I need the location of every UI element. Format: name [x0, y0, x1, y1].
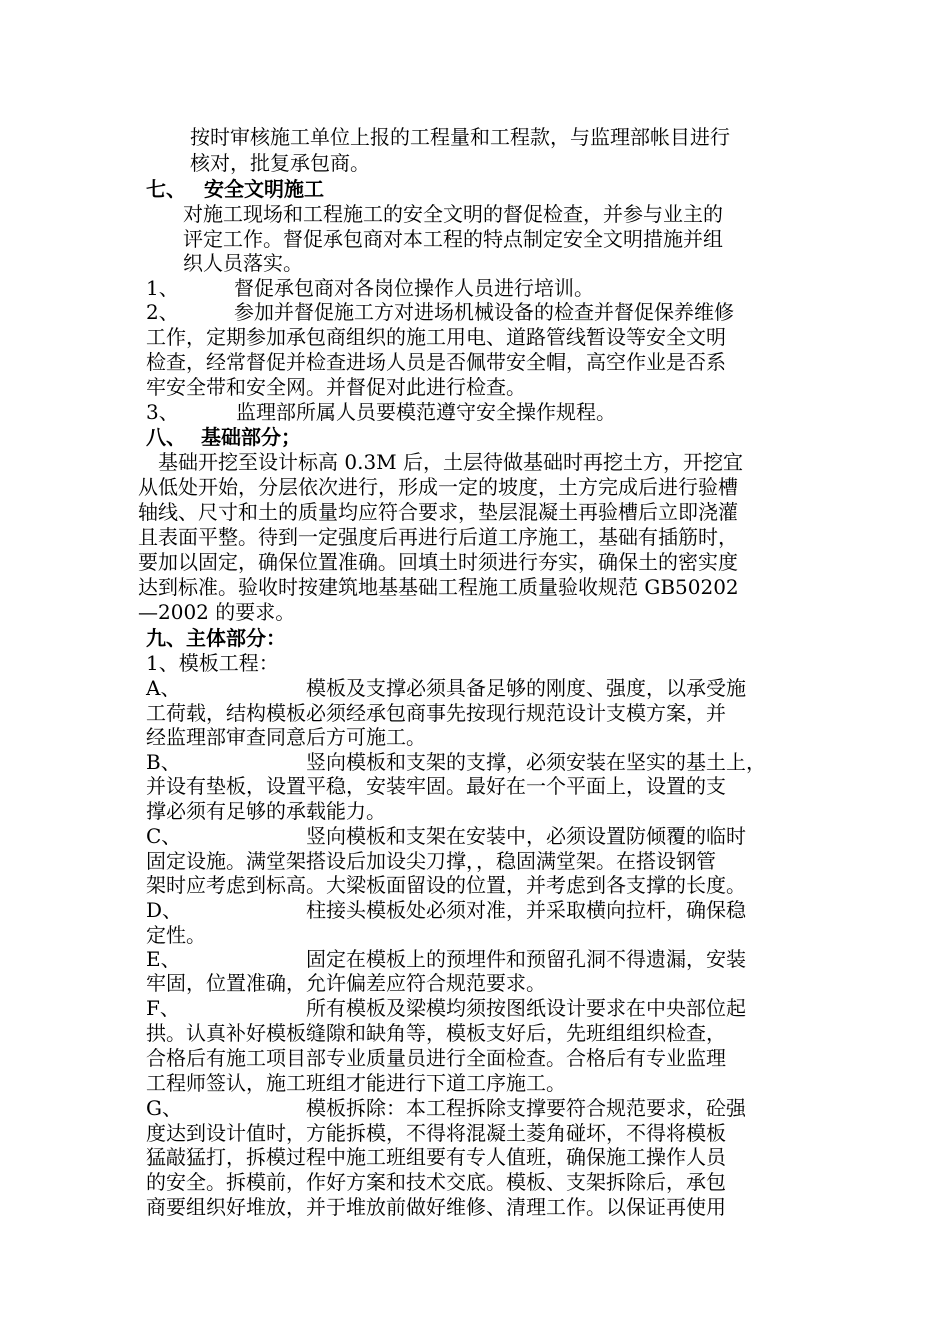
item-text: 柱接头模板处必须对准，并采取横向拉杆，确保稳: [306, 898, 746, 922]
section-9-heading: 九、主体部分：: [146, 626, 286, 650]
item-D: [146, 897, 746, 923]
item-G-line-4: 的安全。拆模前，作好方案和技术交底。模板、支架拆除后，承包: [146, 1170, 726, 1194]
item-marker: 3、: [146, 400, 179, 424]
item-G-line-3: 猛敲猛打，拆模过程中施工班组要有专人值班，确保施工操作人员: [146, 1145, 726, 1169]
intro-line-2: 核对，批复承包商。: [190, 151, 370, 175]
section-7-item-2-line-2: 工作，定期参加承包商组织的施工用电、道路管线暂设等安全文明: [146, 325, 726, 349]
section-7-number: 七、: [146, 177, 186, 201]
item-B-line-3: 撑必须有足够的承载能力。: [146, 799, 386, 823]
section-7-heading: [146, 176, 324, 202]
item-marker: D、: [146, 898, 183, 922]
item-G-line-5: 商要组织好堆放，并于堆放前做好维修、清理工作。以保证再使用: [146, 1195, 726, 1219]
section-7-para-line-3: 织人员落实。: [183, 251, 303, 275]
item-marker: 1、: [146, 276, 179, 300]
section-7-item-3: [146, 399, 616, 425]
section-8-title: 基础部分；: [201, 425, 301, 449]
section-8-heading: [146, 424, 301, 450]
intro-line-1: 按时审核施工单位上报的工程量和工程款，与监理部帐目进行: [190, 125, 730, 149]
section-8-line-7: —2002 的要求。: [138, 600, 296, 624]
item-A: [146, 675, 746, 701]
item-marker: G、: [146, 1096, 182, 1120]
section-7-para-line-1: 对施工现场和工程施工的安全文明的督促检查，并参与业主的: [183, 202, 723, 226]
item-F-line-4: 工程师签认，施工班组才能进行下道工序施工。: [146, 1071, 566, 1095]
item-text: 模板拆除：本工程拆除支撑要符合规范要求，砼强: [306, 1096, 746, 1120]
section-7-item-1: [146, 275, 594, 301]
section-8-line-3: 轴线、尺寸和土的质量均应符合要求，垫层混凝土再验槽后立即浇灌: [138, 500, 738, 524]
item-C-line-3: 架时应考虑到标高。大梁板面留设的位置，并考虑到各支撑的长度。: [146, 873, 746, 897]
section-8-line-6: 达到标准。验收时按建筑地基基础工程施工质量验收规范 GB50202: [138, 575, 739, 599]
item-marker: F、: [146, 996, 180, 1020]
item-marker: E、: [146, 947, 181, 971]
section-8-line-5: 要加以固定，确保位置准确。回填土时须进行夯实，确保土的密实度: [138, 550, 738, 574]
item-marker: B、: [146, 750, 181, 774]
subsection-formwork: 1、模板工程：: [146, 651, 279, 675]
item-C: [146, 823, 746, 849]
section-7-item-2-line-3: 检查，经常督促并检查进场人员是否佩带安全帽，高空作业是否系: [146, 350, 726, 374]
item-text: 督促承包商对各岗位操作人员进行培训。: [234, 276, 594, 300]
section-7-para-line-2: 评定工作。督促承包商对本工程的特点制定安全文明措施并组: [183, 227, 723, 251]
item-text: 参加并督促施工方对进场机械设备的检查并督促保养维修: [234, 300, 734, 324]
section-8-line-4: 且表面平整。待到一定强度后再进行后道工序施工，基础有插筋时，: [138, 525, 738, 549]
item-text: 模板及支撑必须具备足够的刚度、强度，以承受施: [306, 676, 746, 700]
item-marker: C、: [146, 824, 182, 848]
item-E-line-2: 牢固，位置准确，允许偏差应符合规范要求。: [146, 971, 546, 995]
section-7-item-2: [146, 299, 734, 325]
item-marker: 2、: [146, 300, 179, 324]
section-8-line-2: 从低处开始，分层依次进行，形成一定的坡度，土方完成后进行验槽: [138, 475, 738, 499]
item-E: [146, 946, 746, 972]
section-7-title: 安全文明施工: [204, 177, 324, 201]
item-F: [146, 995, 746, 1021]
item-text: 竖向模板和支架在安装中，必须设置防倾覆的临时: [306, 824, 746, 848]
item-G-line-2: 度达到设计值时，方能拆模，不得将混凝土菱角碰坏，不得将模板: [146, 1121, 726, 1145]
section-8-number: 八、: [146, 425, 186, 449]
item-F-line-3: 合格后有施工项目部专业质量员进行全面检查。合格后有专业监理: [146, 1046, 726, 1070]
item-A-line-2: 工荷载，结构模板必须经承包商事先按现行规范设计支模方案，并: [146, 701, 726, 725]
item-B-line-2: 并设有垫板，设置平稳，安装牢固。最好在一个平面上，设置的支: [146, 774, 726, 798]
section-7-item-2-line-4: 牢安全带和安全网。并督促对此进行检查。: [146, 375, 526, 399]
item-F-line-2: 拱。认真补好模板缝隙和缺角等，模板支好后，先班组组织检查，: [146, 1021, 726, 1045]
item-A-line-3: 经监理部审查同意后方可施工。: [146, 725, 426, 749]
item-marker: A、: [146, 676, 181, 700]
item-text: 监理部所属人员要模范遵守安全操作规程。: [236, 400, 616, 424]
item-text: 固定在模板上的预埋件和预留孔洞不得遗漏，安装: [306, 947, 746, 971]
item-G: [146, 1095, 746, 1121]
item-text: 所有模板及梁模均须按图纸设计要求在中央部位起: [306, 996, 746, 1020]
item-C-line-2: 固定设施。满堂架搭设后加设尖刀撑，，稳固满堂架。在搭设钢管: [146, 849, 716, 873]
item-B: [146, 749, 766, 775]
item-D-line-2: 定性。: [146, 923, 206, 947]
section-8-line-1: 基础开挖至设计标高 0.3M 后，土层待做基础时再挖土方，开挖宜: [158, 450, 743, 474]
item-text: 竖向模板和支架的支撑，必须安装在坚实的基土上，: [306, 750, 766, 774]
